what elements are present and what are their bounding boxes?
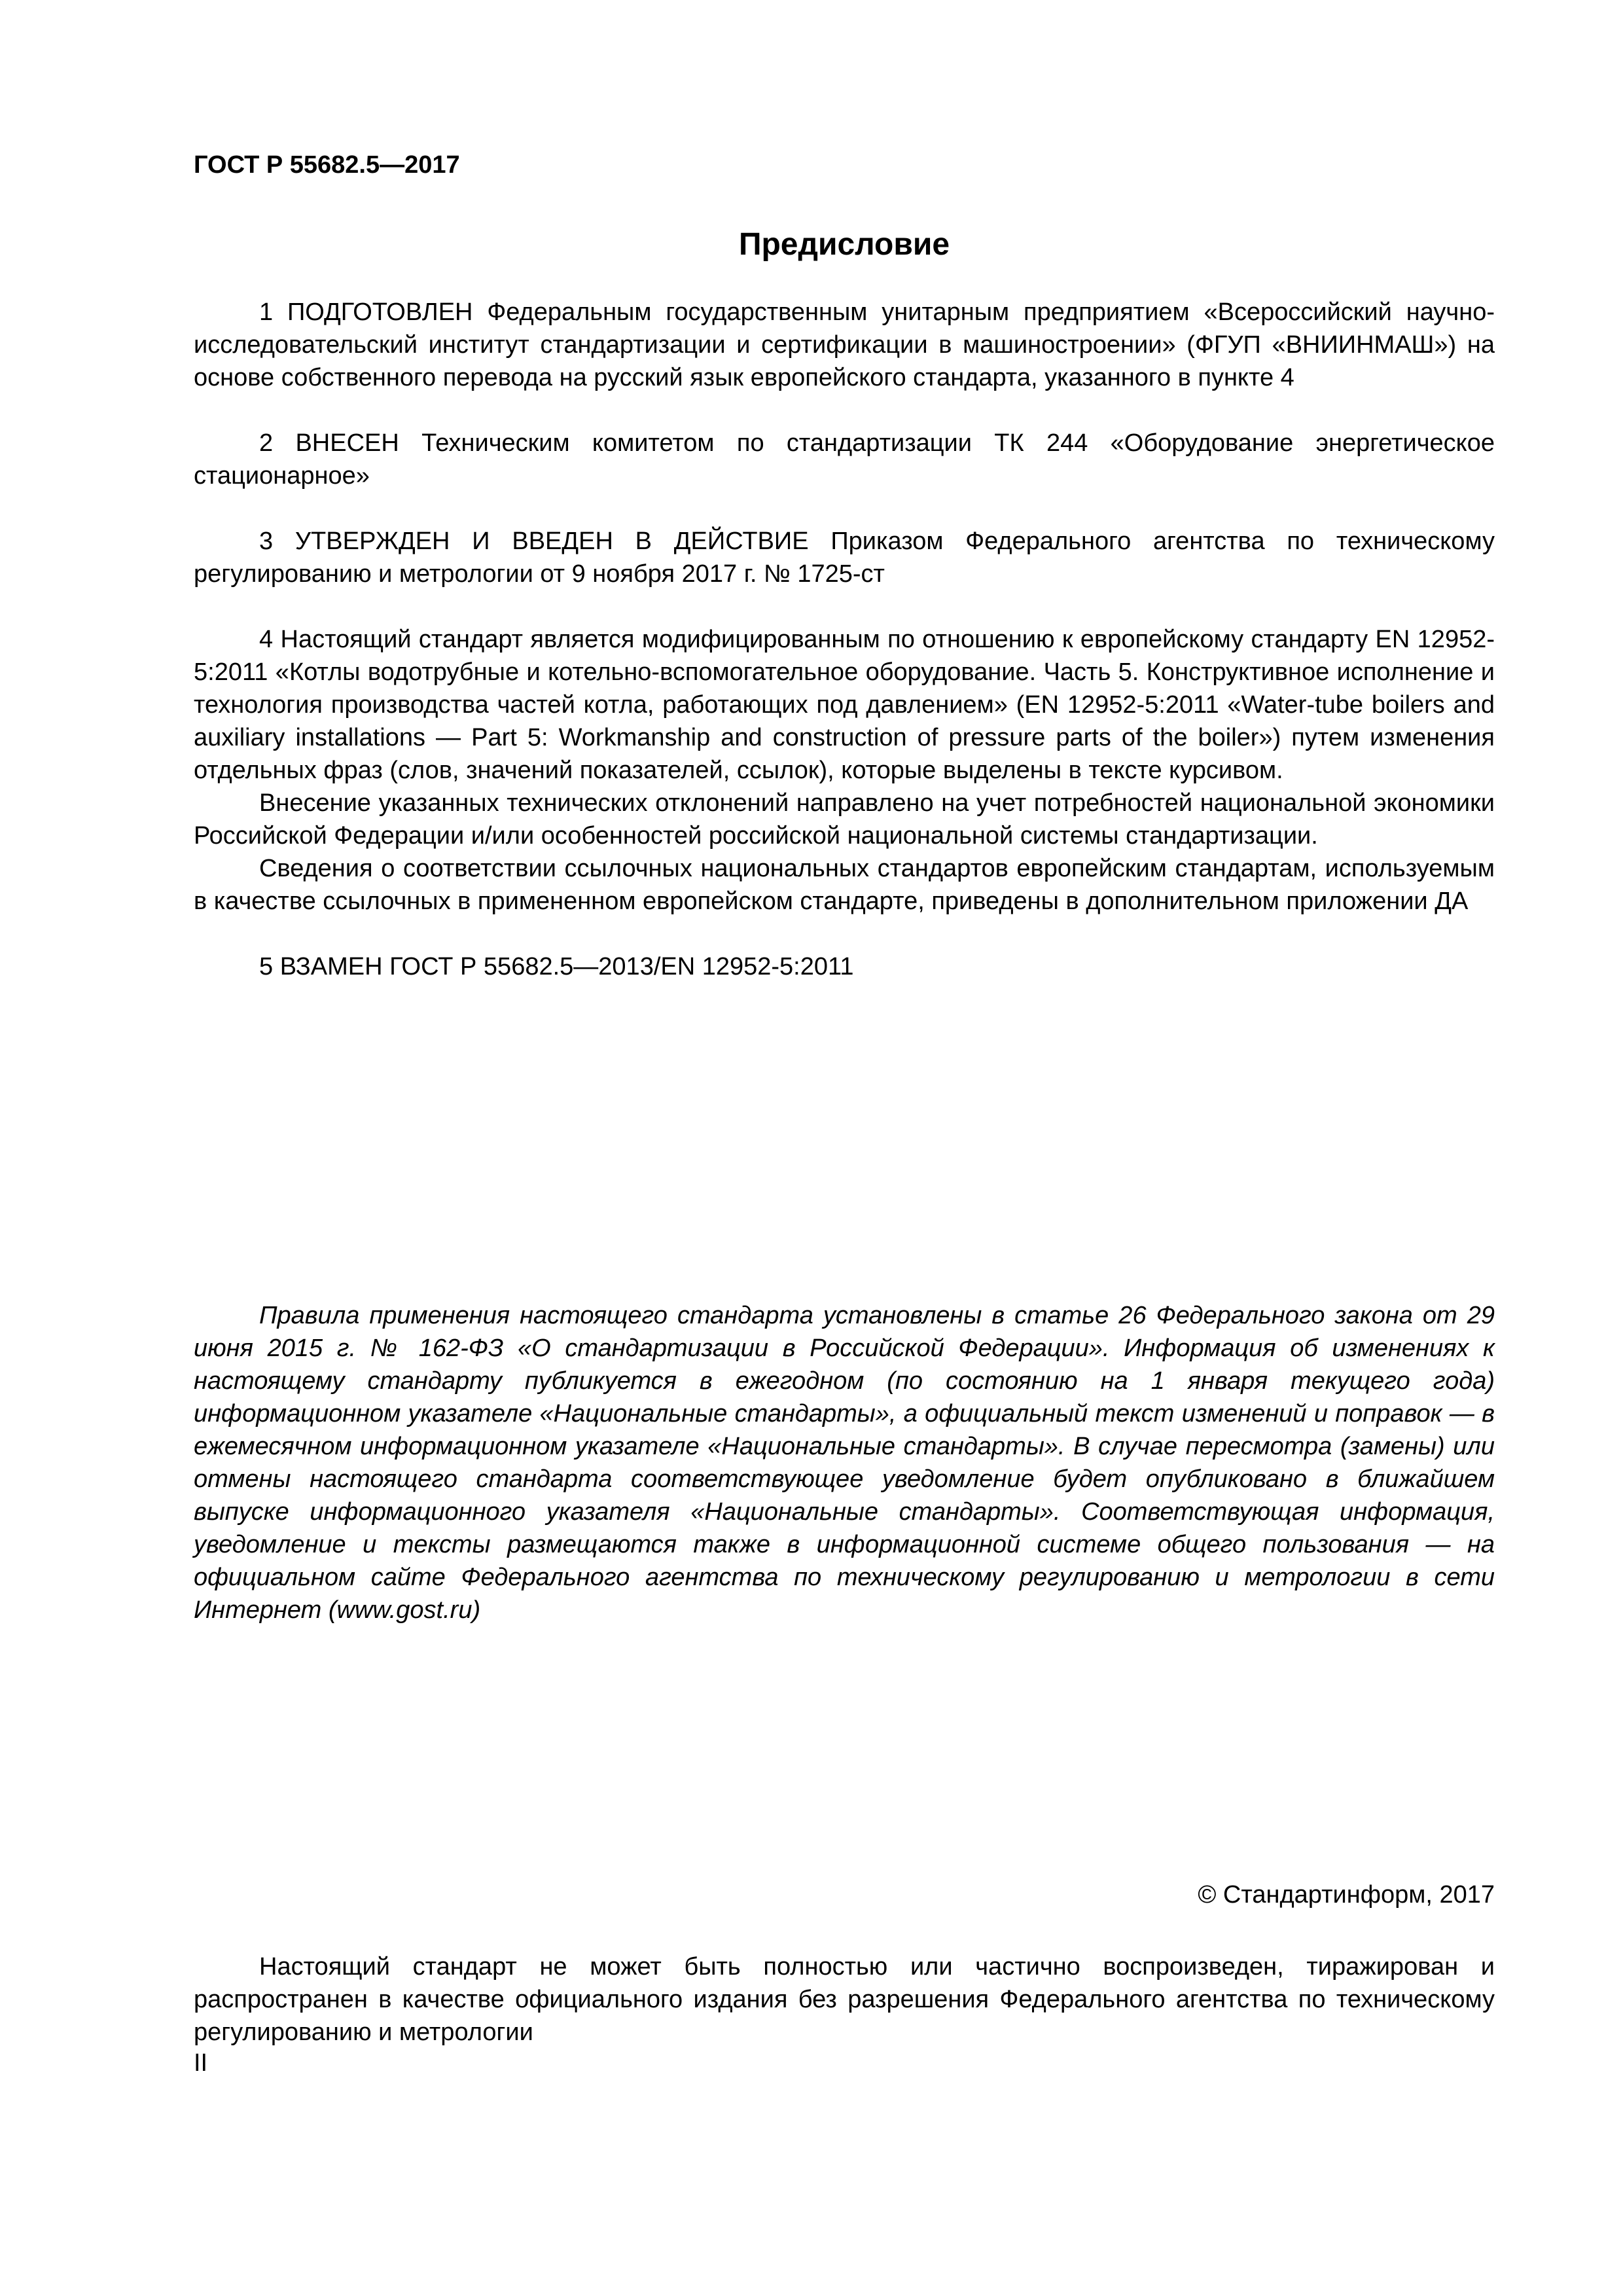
preface-section — [194, 296, 1495, 983]
application-rules-section — [194, 1299, 1495, 1626]
page-number: II — [194, 2049, 208, 2077]
document-code-header: ГОСТ Р 55682.5—2017 — [194, 151, 460, 179]
preface-item-5: 5 ВЗАМЕН ГОСТ Р 55682.5—2013/EN 12952-5:2011 — [259, 953, 854, 980]
preface-item-1: 1 ПОДГОТОВЛЕН Федеральным государственным унитарным предприятием «Всероссийский научно-исследовательский институт стандартизации и сертификации в машиностроении» (ФГУП «ВНИИНМАШ») на основе собственного перевода на русский язык европейского стандарта, указанного в пункте 4 — [194, 298, 1495, 391]
preface-item-4-paragraph-3: Сведения о соответствии ссылочных национальных стандартов европейским стандартам, используемым в качестве ссылочных в примененном европейском стандарте, приведены в дополнительном приложении ДА — [194, 855, 1495, 915]
preface-item-4-paragraph-2: Внесение указанных технических отклонений направлено на учет потребностей национальной экономики Российской Федерации и/или особенностей российской национальной системы стандартизации. — [194, 789, 1495, 850]
preface-item-4-paragraph-1: 4 Настоящий стандарт является модифицированным по отношению к европейскому стандарту EN 12952-5:2011 «Котлы водотрубные и котельно-вспомогательное оборудование. Часть 5. Конструктивное исполнение и технология производства частей котла, работающих под давлением» (EN 12952-5:2011 «Water-tube boilers and auxiliary installations — Part 5: Workmanship and construction of pressure parts of the boiler») путем изменения отдельных фраз (слов, значений показателей, ссылок), которые выделены в тексте курсивом. — [194, 626, 1495, 784]
reproduction-section — [194, 1950, 1495, 2049]
preface-item-3: 3 УТВЕРЖДЕН И ВВЕДЕН В ДЕЙСТВИЕ Приказом Федерального агентства по техническому регулированию и метрологии от 9 ноября 2017 г. № 1725-ст — [194, 528, 1495, 588]
preface-item-4 — [194, 623, 1495, 918]
application-rules-text: Правила применения настоящего стандарта установлены в статье 26 Федерального закона от 29 июня 2015 г. № 162-ФЗ «О стандартизации в Российской Федерации». Информация об изменениях к настоящему стандарту публикуется в ежегодном (по состоянию на 1 января текущего года) информационном указателе «Национальные стандарты», а официальный текст изменений и поправок — в ежемесячном информационном указателе «Национальные стандарты». В случае пересмотра (замены) или отмены настоящего стандарта соответствующее уведомление будет опубликовано в ближайшем выпуске информационного указателя «Национальные стандарты». Соответствующая информация, уведомление и тексты размещаются также в информационной системе общего пользования — на официальном сайте Федерального агентства по техническому регулированию и метрологии в сети Интернет (www.gost.ru) — [194, 1302, 1495, 1624]
preface-item-2: 2 ВНЕСЕН Техническим комитетом по стандартизации ТК 244 «Оборудование энергетическое стационарное» — [194, 429, 1495, 490]
reproduction-notice: Настоящий стандарт не может быть полностью или частично воспроизведен, тиражирован и распространен в качестве официального издания без разрешения Федерального агентства по техническому регулированию и метрологии — [194, 1953, 1495, 2046]
page-title: Предисловие — [738, 227, 950, 262]
copyright-notice: © Стандартинформ, 2017 — [1198, 1881, 1495, 1909]
